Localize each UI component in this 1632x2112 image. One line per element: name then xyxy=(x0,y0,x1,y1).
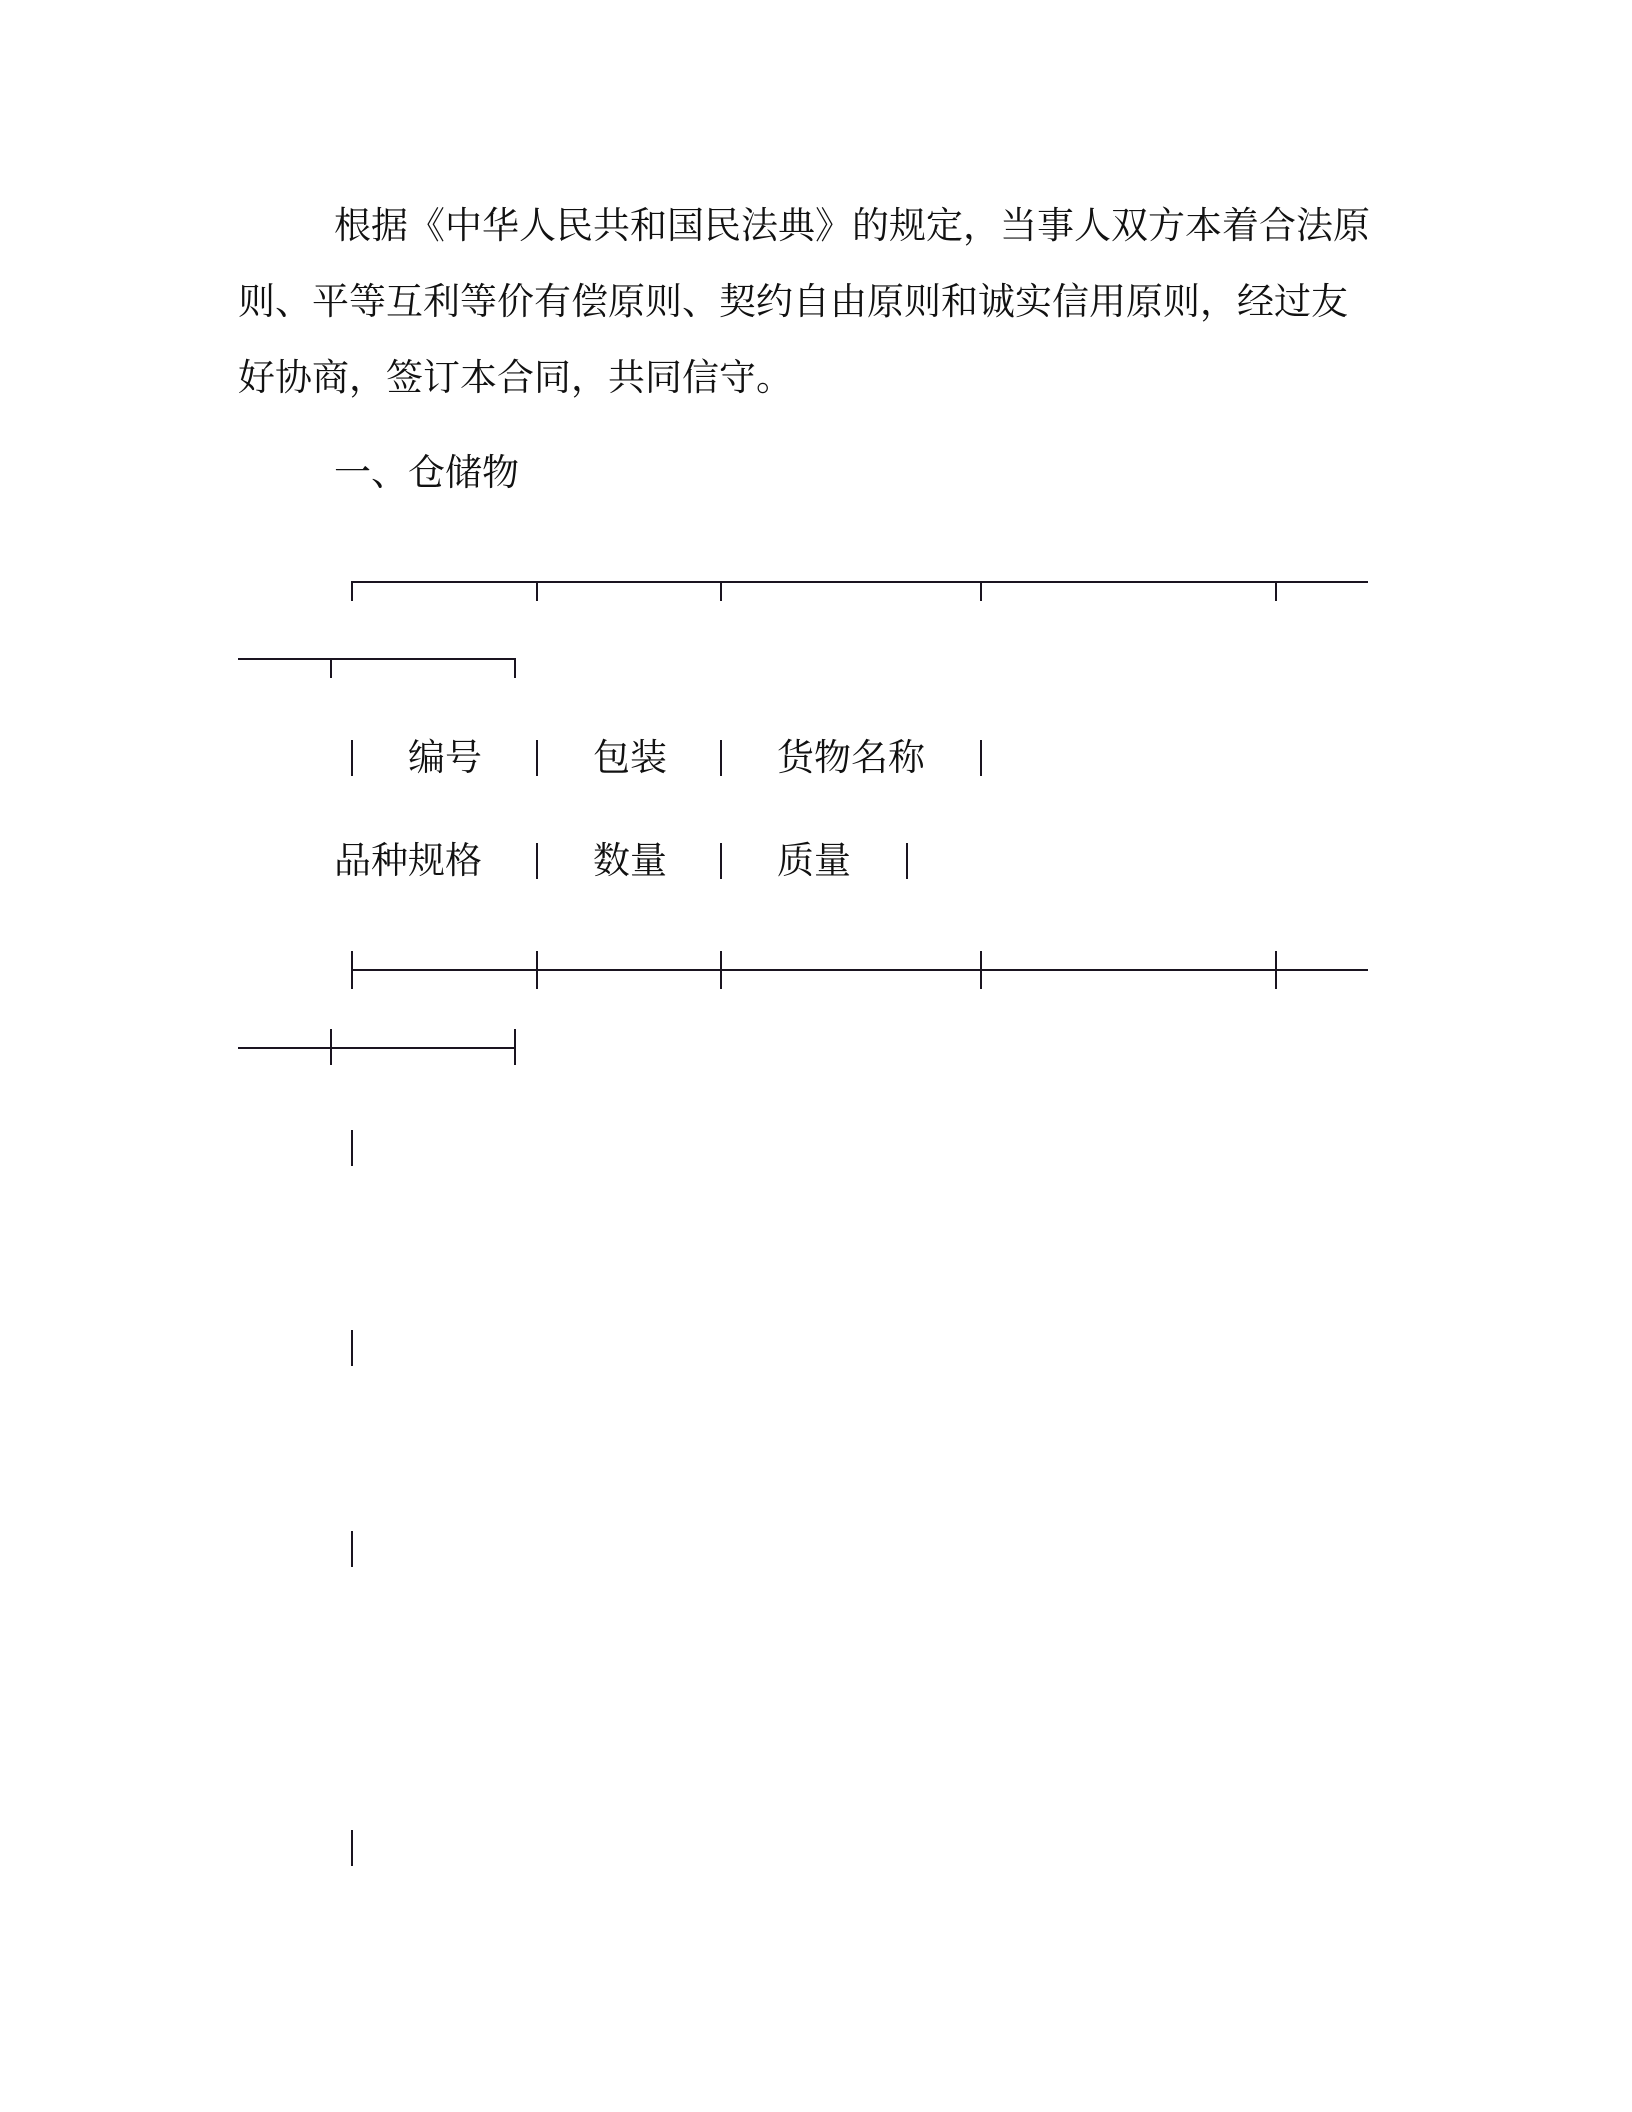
table-row-left-border xyxy=(351,1130,353,1166)
table-cross-tick xyxy=(536,951,538,989)
header-cell-goods-name: 货物名称 xyxy=(777,736,925,779)
table-row-separator xyxy=(352,969,1368,971)
table-cell-divider xyxy=(906,843,908,879)
table-cross-tick xyxy=(514,1029,516,1065)
intro-line-2: 则、平等互利等价有偿原则、契约自由原则和诚实信用原则，经过友 xyxy=(238,280,1348,323)
table-row-separator-wrap xyxy=(238,1047,516,1049)
header-cell-quality: 质量 xyxy=(777,839,851,882)
table-cross-tick xyxy=(720,951,722,989)
table-cell-divider xyxy=(720,740,722,776)
table-top-tick xyxy=(980,581,982,601)
table-cell-divider xyxy=(536,843,538,879)
table-row-left-border xyxy=(351,1531,353,1567)
table-top-tick xyxy=(351,581,353,601)
table-cell-divider xyxy=(536,740,538,776)
table-top-border xyxy=(352,581,1368,583)
table-top-tick xyxy=(536,581,538,601)
table-top-border-wrap xyxy=(238,658,516,660)
table-cross-tick xyxy=(1275,951,1277,989)
header-cell-quantity: 数量 xyxy=(593,839,667,882)
section-heading-storage-goods: 一、仓储物 xyxy=(334,451,519,494)
table-top-tick xyxy=(720,581,722,601)
table-top-tick xyxy=(330,658,332,678)
table-cell-divider xyxy=(351,740,353,776)
header-cell-number: 编号 xyxy=(408,736,482,779)
table-top-tick xyxy=(514,658,516,678)
header-cell-packaging: 包装 xyxy=(593,736,667,779)
table-cross-tick xyxy=(330,1029,332,1065)
table-cross-tick xyxy=(980,951,982,989)
intro-line-3: 好协商，签订本合同，共同信守。 xyxy=(238,356,793,399)
table-cell-divider xyxy=(980,740,982,776)
table-cross-tick xyxy=(351,951,353,989)
table-cell-divider xyxy=(720,843,722,879)
intro-line-1: 根据《中华人民共和国民法典》的规定，当事人双方本着合法原 xyxy=(334,204,1370,247)
header-cell-spec: 品种规格 xyxy=(334,839,482,882)
intro-paragraph xyxy=(238,188,1368,416)
table-top-tick xyxy=(1275,581,1277,601)
table-row-left-border xyxy=(351,1830,353,1866)
table-row-left-border xyxy=(351,1330,353,1366)
